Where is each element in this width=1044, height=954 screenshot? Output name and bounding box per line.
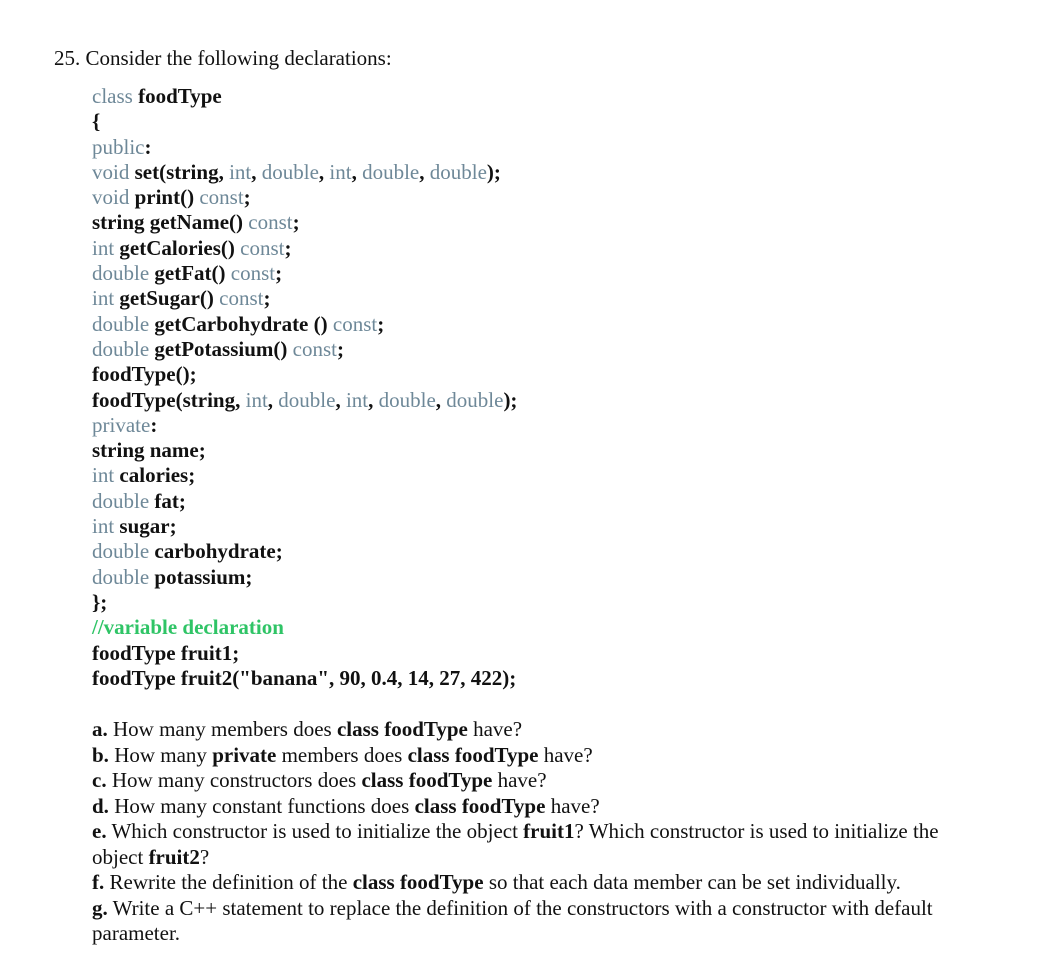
bold-text: class foodType [336,717,468,741]
code-block [92,84,517,691]
code-identifier: , [368,387,379,412]
code-line [92,514,517,539]
part-text: How many constructors does [106,768,362,792]
code-keyword: double [429,159,487,184]
code-identifier: string getName() [92,210,249,235]
code-identifier: , [351,159,363,184]
code-identifier: , [267,387,279,412]
code-line [92,185,517,210]
bold-text: f. [92,870,105,894]
code-keyword: int [92,463,120,488]
bold-text: class foodType [414,793,546,818]
question-parts [92,717,992,947]
bold-text: c. [92,768,107,792]
code-line [92,312,517,337]
code-identifier: , [335,387,346,412]
question-part [92,768,992,794]
code-line [92,438,517,463]
code-keyword: double [92,336,155,361]
code-keyword: int [229,159,252,184]
bold-text: fruit2 [148,844,200,869]
code-keyword: double [278,387,336,412]
code-line [92,109,517,134]
part-text: How many members does [107,717,337,741]
code-line [92,615,517,640]
code-identifier: : [150,412,158,437]
code-identifier: ; [275,261,283,286]
code-keyword: int [329,159,352,184]
question-part [92,819,992,870]
code-keyword: double [92,564,155,589]
code-keyword: void [92,185,135,210]
code-identifier: getPotassium() [154,336,293,361]
code-line [92,210,517,235]
code-identifier: getCalories() [119,235,241,260]
code-line [92,641,517,666]
code-line [92,286,517,311]
code-identifier: getSugar() [119,286,220,311]
code-identifier: ); [503,387,518,412]
code-identifier: ; [292,210,300,235]
code-identifier: ; [263,286,271,311]
code-identifier: , [435,387,447,412]
code-keyword: int [345,387,369,412]
code-line [92,135,517,160]
code-line [92,84,517,109]
bold-text: class foodType [361,768,493,792]
code-keyword: const [332,311,378,336]
code-identifier: , [318,159,330,184]
code-keyword: const [219,286,264,311]
code-identifier: ; [284,235,292,260]
question-number: 25. [54,46,81,70]
code-identifier: getFat() [154,261,231,286]
code-line [92,160,517,185]
code-identifier: getCarbohydrate () [154,311,333,336]
code-identifier: carbohydrate; [154,539,283,564]
part-text: Which constructor is used to initialize the object [106,819,524,843]
code-keyword: int [92,235,120,260]
bold-text: d. [92,793,109,818]
question-part [92,717,992,743]
part-text: How many constant functions does [108,793,415,818]
code-identifier: foodType(); [92,362,197,387]
code-identifier: foodType [138,84,222,108]
code-line [92,388,517,413]
code-line [92,539,517,564]
code-identifier: foodType fruit2("banana", 90, 0.4, 14, 27, 422); [92,665,517,690]
code-keyword: double [446,387,504,412]
code-keyword: const [230,261,276,286]
code-keyword: class [92,84,139,108]
code-keyword: int [92,286,120,311]
question-intro: Consider the following declarations: [85,46,392,70]
code-keyword: int [245,387,268,412]
part-text: members does [276,742,408,767]
code-identifier: ; [336,336,344,361]
code-identifier: : [144,134,152,159]
code-line [92,337,517,362]
code-keyword: private [92,412,151,437]
bold-text: class foodType [352,870,484,894]
code-identifier: potassium; [154,564,253,589]
code-identifier: foodType(string, [92,387,246,412]
code-line [92,565,517,590]
part-text: have? [545,793,600,818]
bold-text: class foodType [407,742,539,767]
code-keyword: int [92,514,120,539]
code-identifier: calories; [119,463,196,488]
code-keyword: double [92,488,155,513]
code-keyword: double [92,261,155,286]
code-identifier: }; [92,589,108,614]
code-identifier: string name; [92,438,206,463]
part-text: have? [467,717,523,741]
code-identifier: ; [377,311,385,336]
code-identifier: ); [486,159,501,184]
code-keyword: double [92,311,155,336]
part-text: ? Which constructor is used to initialize the object [92,819,939,869]
code-line [92,362,517,387]
code-keyword: const [199,185,244,210]
code-identifier: print() [134,185,200,210]
code-identifier: , [419,159,430,184]
code-line [92,236,517,261]
part-text: Write a C++ statement to replace the definition of the constructors with a constructor with default parameter. [92,895,933,945]
code-identifier: , [251,159,262,184]
code-line [92,261,517,286]
part-text: Rewrite the definition of the [104,870,353,894]
code-keyword: const [240,235,285,260]
part-text: have? [538,742,593,767]
code-identifier: sugar; [119,514,177,539]
bold-text: fruit1 [523,819,575,843]
part-text: have? [492,768,547,792]
code-keyword: const [248,210,293,235]
part-text: so that each data member can be set individually. [483,870,901,894]
code-keyword: void [92,159,135,184]
code-line [92,590,517,615]
question-part [92,794,992,820]
code-identifier: fat; [154,488,186,513]
question-part [92,743,992,769]
bold-text: g. [92,895,108,920]
code-keyword: double [261,159,319,184]
code-identifier: ; [243,185,251,210]
code-identifier: foodType fruit1; [92,640,240,665]
code-identifier: set(string, [134,159,230,184]
code-keyword: public [92,134,145,159]
code-line [92,413,517,438]
bold-text: e. [92,819,107,843]
bold-text: b. [92,742,109,767]
part-text: How many [108,742,213,767]
question-part [92,896,992,947]
code-keyword: const [292,336,337,361]
code-keyword: double [92,539,155,564]
question-header [54,44,392,72]
code-comment: //variable declaration [92,615,284,640]
question-part [92,870,992,896]
bold-text: private [212,742,277,767]
code-keyword: double [378,387,436,412]
code-line [92,463,517,488]
part-text: ? [199,844,210,869]
code-line [92,666,517,691]
code-line [92,489,517,514]
bold-text: a. [92,717,108,741]
code-identifier: { [92,109,101,134]
code-keyword: double [362,159,420,184]
